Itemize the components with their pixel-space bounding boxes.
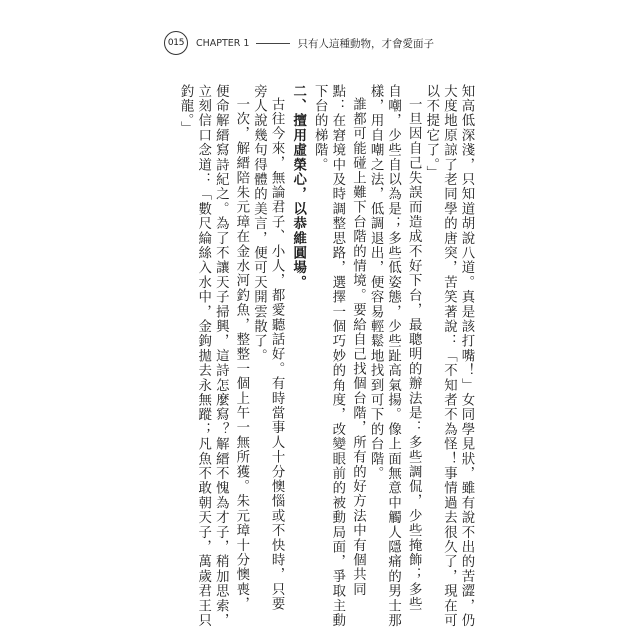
text-column: 下台的梯階。 [312, 84, 328, 173]
text-column: 旁人說幾句得體的美言，便可天開雲散了。 [251, 84, 267, 364]
text-column: 釣龍。」 [178, 84, 194, 137]
chapter-label: CHAPTER 1 [196, 37, 250, 49]
body-text [177, 84, 476, 628]
paragraph-start: 一次，解縉陪朱元璋在金水河釣魚，整整一個上午一無所獲。朱元璋十分懊喪， [233, 97, 249, 612]
text-column: 樣，用自嘲之法，低調退出，便容易輕鬆地找到可下的台階。 [368, 84, 384, 481]
text-column: 便命解縉寫詩紀之。為了不讓天子掃興，這詩怎麼寫？解縉不愧為才子，稍加思索， [213, 84, 229, 628]
text-column: 自嘲，少些自以為是；多些低姿態，少些趾高氣揚。像上面無意中觸人隱痛的男士那 [385, 84, 401, 628]
header-divider [256, 43, 290, 44]
running-header [164, 30, 434, 56]
text-column: 立刻信口念道：「數尺綸絲入水中，金鉤拋去永無蹤；凡魚不敢朝天子，萬歲君王只 [195, 84, 211, 628]
page-number: 015 [167, 38, 185, 48]
paragraph-start: 古往今來，無論君子、小人，都愛聽話好。有時當事人十分懊惱或不快時，只要 [269, 97, 285, 612]
paragraph-start: 誰都可能碰上難下台階的情境。要給自己找個台階，所有的好方法中有個共同 [350, 97, 366, 598]
text-column: 以不提它了。」 [423, 84, 439, 181]
text-column: 知高低深淺，只知道胡說八道。真是該打嘴！」女同學見狀，雖有說不出的苦澀，仍 [459, 84, 474, 628]
paragraph-start: 一旦因自己失誤而造成不好下台，最聰明的辦法是：多些調侃，少些掩飾；多些 [406, 97, 422, 612]
chapter-title: 只有人這種動物，才會愛面子 [297, 37, 434, 50]
text-column: 大度地原諒了老同學的唐突，苦笑著說：「不知者不為怪！事情過去很久了，現在可 [441, 84, 457, 628]
section-heading: 二、擅用虛榮心，以恭維圓場。 [290, 84, 306, 290]
page-number-badge [164, 31, 188, 55]
text-column: 點：在窘境中及時調整思路，選擇一個巧妙的角度，改變眼前的被動局面，爭取主動 [329, 84, 345, 628]
